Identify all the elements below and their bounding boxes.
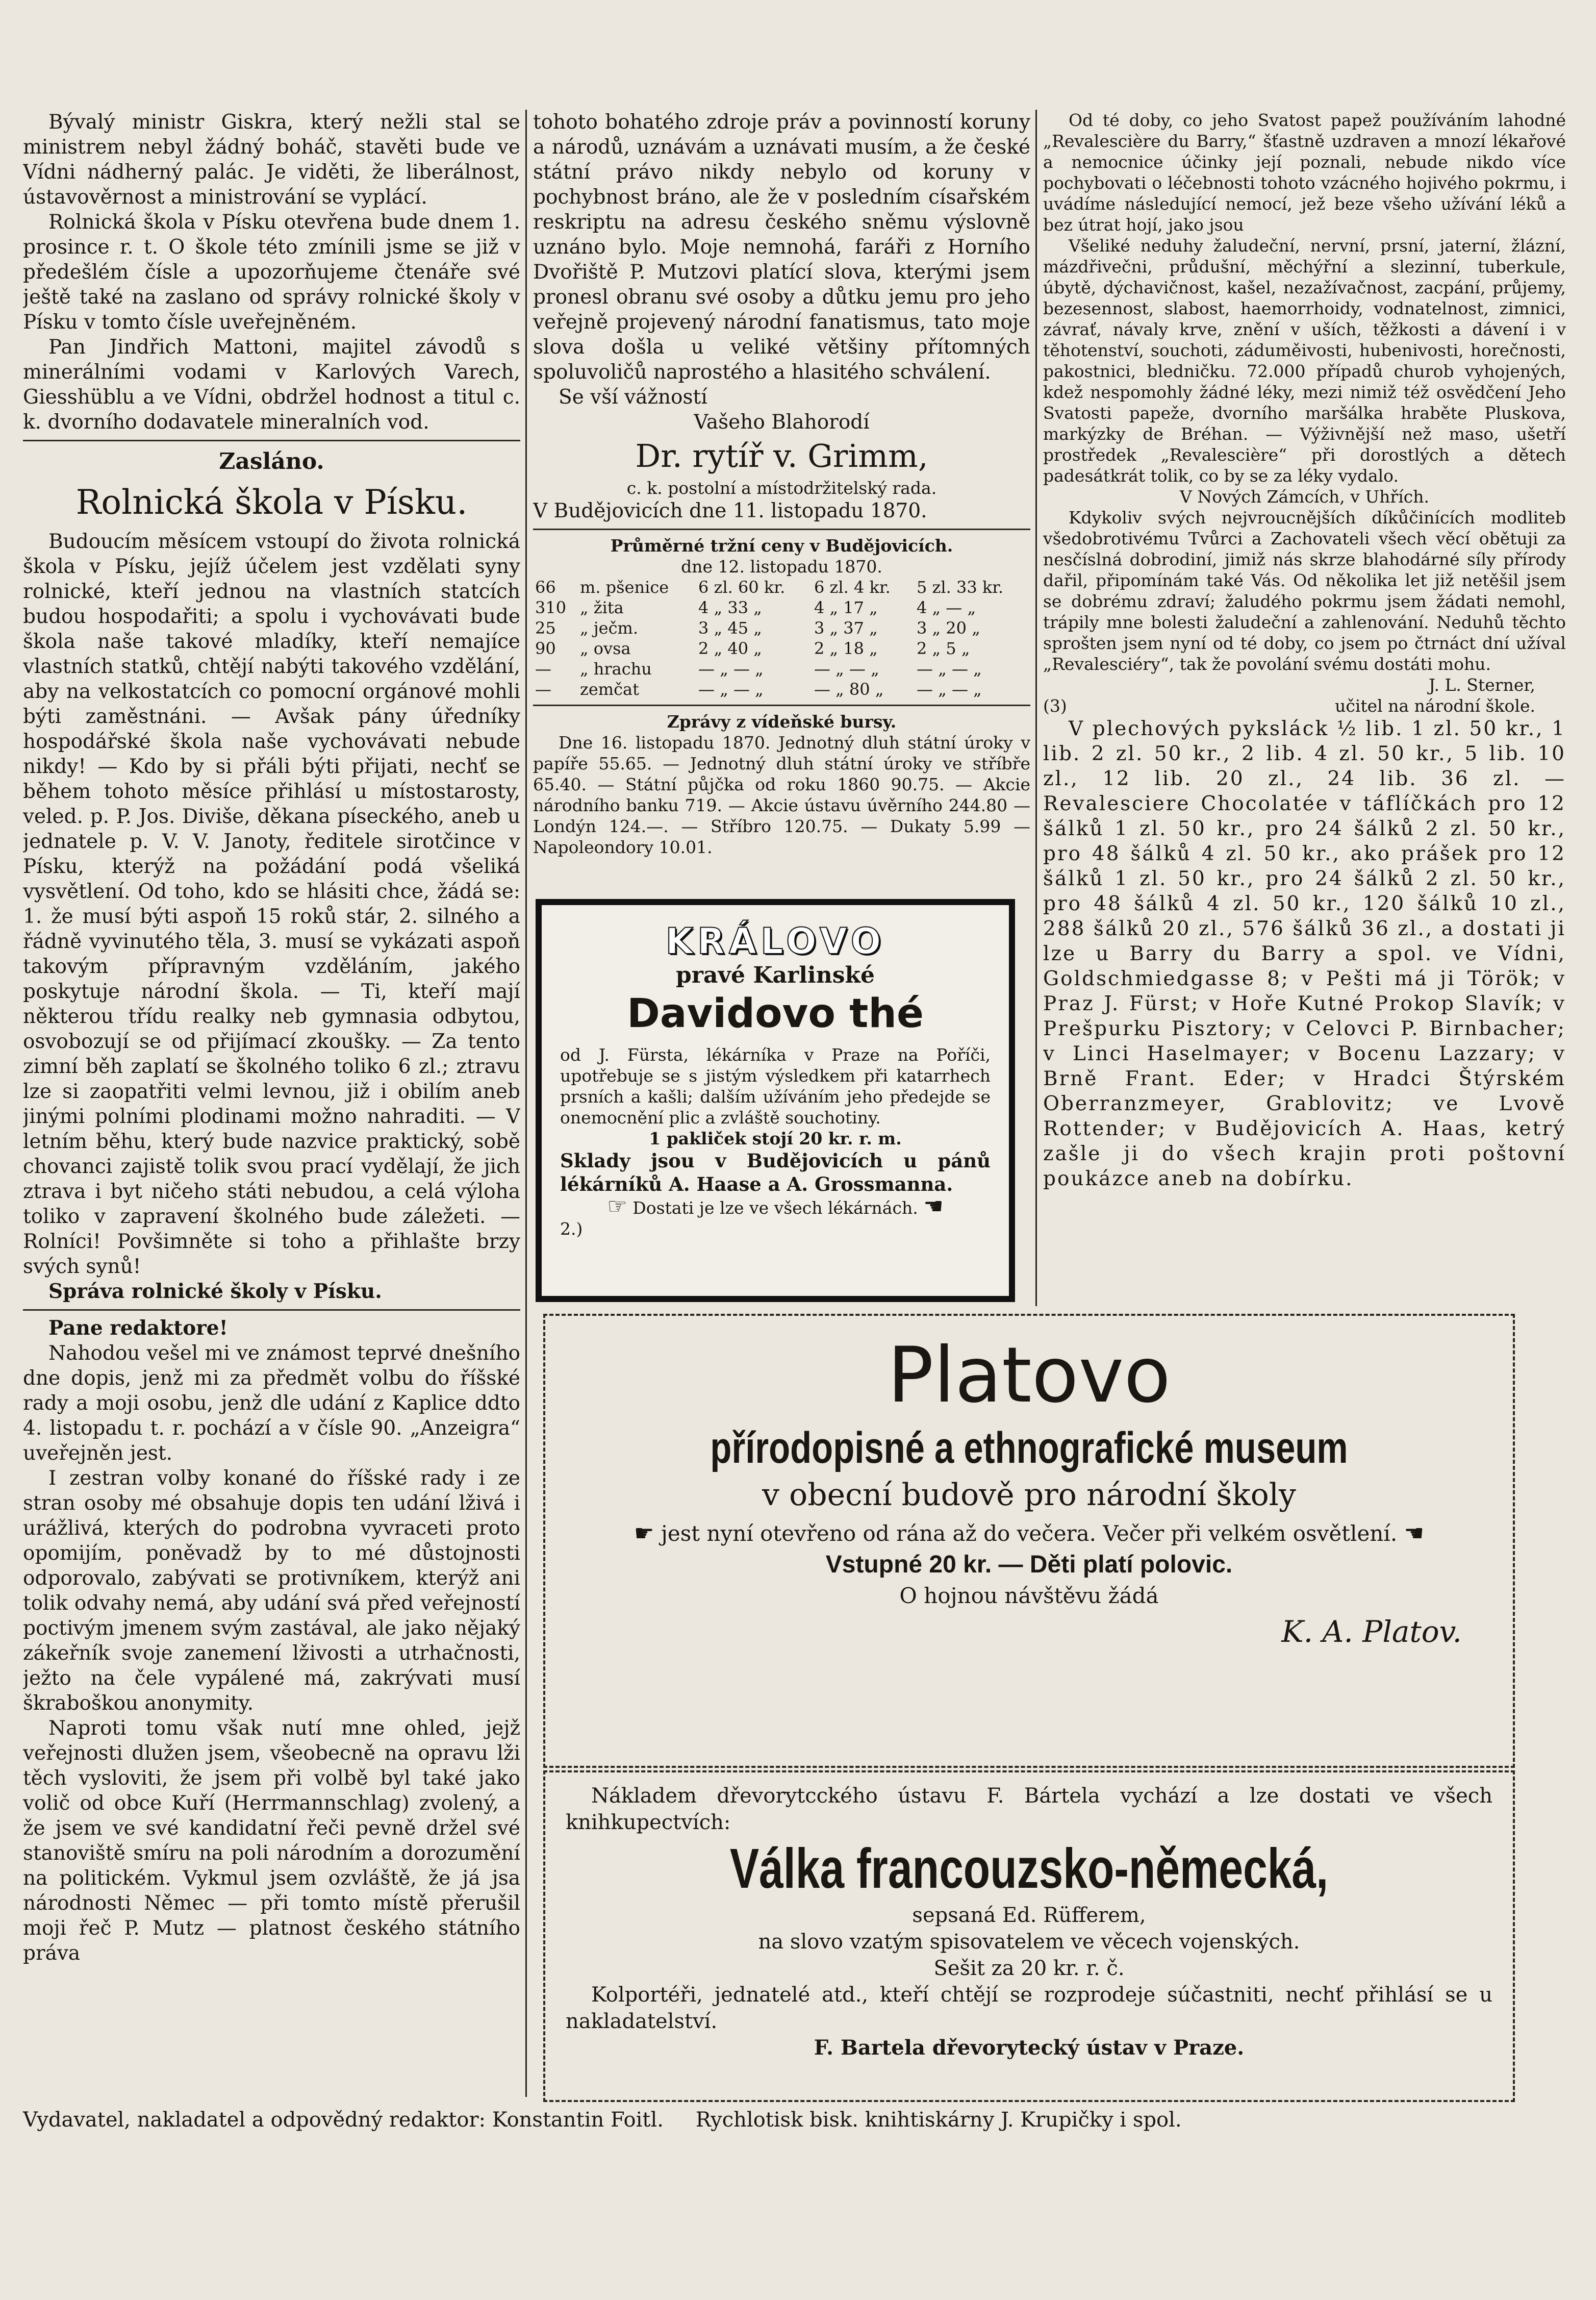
column-rule-right xyxy=(1035,110,1037,1306)
redaktor-paragraph: I zestran volby konané do říšské rady i ze stran osoby mé obsahuje dopis ten udání lživá i urážlivá, kterých do podrobna vyvraceti proto opomijím, poněvadž by to mé důstojnosti odporovalo, zabývati se protivníkem, kterýž ani tolik odvahy nemá, aby udání svá před veřejností poctivým jmenem svým zastával, ale jako nějaký zákeřník svoje zanemení lživosti a utrhačnosti, ježto na čele vypálené má, zakrývati musí škraboškou anonymity. xyxy=(23,1467,520,1715)
testimonial-title: učitel na národní škole. xyxy=(1335,696,1535,716)
price-cell: 4 „ 33 „ xyxy=(698,598,762,617)
price-cell: 5 zl. 33 kr. xyxy=(917,578,1004,597)
price-cell: „ ovsa xyxy=(579,639,631,658)
market-prices-date: dne 12. listopadu 1870. xyxy=(681,557,882,577)
valka-price: Sešit za 20 kr. r. č. xyxy=(933,1957,1125,1980)
platov-signature: K. A. Platov. xyxy=(1281,1614,1462,1649)
price-cell: „ ječm. xyxy=(579,618,639,638)
price-row xyxy=(533,659,1030,679)
market-prices-heading: Průměrné tržní ceny v Budějovicích. xyxy=(610,536,953,556)
price-row xyxy=(533,679,1030,699)
sprava-signature: Správa rolnické školy v Písku. xyxy=(48,1280,382,1303)
price-cell: „ žita xyxy=(579,598,624,617)
price-row xyxy=(533,618,1030,638)
mattoni-note: Pan Jindřich Mattoni, majitel závodů s minerálními vodami v Karlových Varech, Giesshüblu a ve Vídni, obdržel hodnost a titul c. k. dvorního dodavatele mineralních vod. xyxy=(23,336,520,434)
price-cell: — „ — „ xyxy=(917,659,982,679)
price-cell: 66 xyxy=(535,578,556,597)
grimm-place-date: V Budějovicích dne 11. listopadu 1870. xyxy=(533,499,927,522)
revalesciere-ailments: Všeliké neduhy žaludeční, nervní, prsní, jaterní, žlázní, mázdřivečni, průdušní, měchýřní a slezinní, tuberkule, úbytě, dýchavičnost, kašel, nezažívačnost, zacpání, průjemy, bezesennost, slabost, haemorrhoidy, vodnatelnost, zimnici, závrať, návaly krve, znění v uších, těžkosti a dávení i v těhotenství, souchoti, záduměivosti, hubenivosti, horečnosti, pakostnici, bledničku. 72.000 případů churob vyhojených, kdež nespomohly žádné léky, mezi nimiž též osvědčení Jeho Svatosti papeže, dvorního maršálka hraběte Pluskova, markýzky de Bréhan. — Výživnější než maso, ušetří prostředek „Revalescière“ při dorostlých a dětech padesátkrát tolik, co by se za léky vydalo. xyxy=(1043,236,1566,486)
divider xyxy=(533,529,1030,530)
redaktor-heading: Pane redaktore! xyxy=(48,1316,228,1340)
kralovo-sklady: Sklady jsou v Budějovicích u pánů lékárníků A. Haase a A. Grossmanna. xyxy=(560,1149,991,1195)
valka-author: sepsaná Ed. Rüfferem, xyxy=(912,1904,1146,1927)
price-cell: „ hrachu xyxy=(579,659,652,679)
valka-title: Válka francouzsko-německá, xyxy=(729,1837,1329,1900)
price-cell: 4 „ 17 „ xyxy=(814,598,878,617)
pointing-hand-icon: ☞ xyxy=(607,1193,627,1219)
price-cell: 3 „ 45 „ xyxy=(698,618,762,638)
editor-line: Vydavatel, nakladatel a odpovědný redaktor: Konstantin Foitl. xyxy=(23,2108,664,2132)
printer-line: Rychlotisk bisk. knihtiskárny J. Krupičky i spol. xyxy=(695,2108,1182,2132)
platov-location: v obecní budově pro národní školy xyxy=(762,1477,1296,1513)
price-cell: 3 „ 37 „ xyxy=(814,618,878,638)
price-row xyxy=(533,577,1030,597)
kralovo-title: KRÁLOVO xyxy=(665,920,885,962)
price-row xyxy=(533,638,1030,659)
price-cell: 310 xyxy=(535,598,567,617)
price-cell: m. pšenice xyxy=(579,578,669,597)
giskra-note: Bývalý ministr Giskra, který nežli stal se ministrem nebyl žádný boháč, stavěti bude ve Vídni nádherný palác. Je viděti, že liberálnost, ústavověrnost a ministrování se vyplácí. xyxy=(23,111,520,209)
pointing-hand-icon: ☚ xyxy=(923,1193,944,1219)
pointing-hand-icon: ☛ xyxy=(634,1520,654,1546)
valka-advertisement xyxy=(543,1770,1515,2102)
platov-opening-hours: jest nyní otevřeno od rána až do večera. Večer při velkém osvětlení. xyxy=(661,1521,1398,1546)
divider xyxy=(533,705,1030,706)
platov-title: Platovo xyxy=(887,1331,1171,1420)
kralovo-number: 2.) xyxy=(560,1219,583,1239)
price-cell: 4 „ — „ xyxy=(917,598,976,617)
price-cell: — „ 80 „ xyxy=(814,680,884,699)
right-column xyxy=(1043,110,1566,1306)
price-cell: 6 zl. 60 kr. xyxy=(698,578,786,597)
ad-number: (3) xyxy=(1043,696,1067,716)
divider xyxy=(23,440,520,441)
grimm-closing: Se vší vážností xyxy=(559,386,707,409)
testimonial-signature: J. L. Sterner, xyxy=(1428,675,1535,695)
price-cell: — „ — „ xyxy=(814,659,879,679)
kralovo-body: od J. Fürsta, lékárníka v Praze na Poříči, upotřebuje se s jistým výsledkem při katarrhech prsních a kašli; dalším užíváním jeho předejde se onemocnění plic a zvláště souchotiny. xyxy=(560,1045,991,1128)
price-cell: — „ — „ xyxy=(917,680,982,699)
imprint-footer xyxy=(23,2107,1533,2133)
rolnicka-skola-body: Budoucím měsícem vstoupí do života rolnická škola v Písku, jejíž účelem jest vzdělati syny rolnické, kteří jednou na vlastních statcích budou hospodařiti; a spolu i vychovávati bude škola naše takové mladíky, kteří nemajíce vlastních statků, chtějí nabýti takového vzdělání, aby na velkostatcích co pomocní orgánové mohli býti zaměstnáni. — Avšak pány úředníky hospodářské škola naše vychovávati nebude nikdy! — Kdo by si přáli býti přijati, nechť se během tohoto měsíce přihlásí u místostarosty, veled. p. P. Jos. Diviše, děkana píseckého, aneb u jednatele p. V. V. Janoty, ředitele sirotčince v Písku, kterýž na požádání podá všeliká vysvětlení. Od toho, kdo se hlásiti chce, žádá se: 1. že musí býti aspoň 15 roků stár, 2. silného a řádně vyvinutého těla, 3. musí se vykázati aspoň takovým přípravným vzděláním, jakého poskytuje národní škola. — Ti, kteří mají některou třídu realky neb gymnasia odbytou, osvobozují se od přijímací zkoušky. — Za tento zimní běh zaplatí se školného toliko 6 zl.; ztravu lze si zaopatřiti velmi levnou, již i obilím aneb jinými polními plodinami možno nahraditi. — V letním běhu, který bude nazvice praktický, sobě chovanci zajistě tolik svou prací vydělají, že jich ztrava i byt ničeho státi nebudou, a celá výloha toliko v zapravení školného bude záležeti. — Rolníci! Povšimněte si toho a přihlašte brzy svých synů! xyxy=(23,530,520,1278)
kralovo-price: 1 pakliček stojí 20 kr. r. m. xyxy=(649,1129,902,1148)
zaslano-heading: Zasláno. xyxy=(219,448,324,474)
revalesciere-intro: Od té doby, co jeho Svatost papež používáním lahodné „Revalescière du Barry,“ šťastně uzdraven a mnozí lékařové a nemocnice účinky její poznali, nebude nikdo více pochybovati o léčebnosti tohoto vzácného hojivého pokrmu, i uvádíme následující nemocí, jež beze všeho užívání léků a bez útrat hojí, jako jsou xyxy=(1043,110,1566,235)
left-column xyxy=(23,110,520,2097)
kralovo-advertisement xyxy=(536,899,1015,1302)
valka-offer: Kolportéři, jednatelé atd., kteří chtějí se rozprodeje súčastniti, nechť přihlásí se u nakladatelství. xyxy=(566,1983,1492,2033)
school-opening-note: Rolnická škola v Písku otevřena bude dnem 1. prosince r. t. O škole této zmínili jsme se již v předešlém čísle a upozorňujeme čtenáře své ještě také na zaslano od správy rolnické školy v Písku v tomto čísle uveřejněném. xyxy=(23,211,520,334)
platov-advertisement xyxy=(543,1314,1515,1768)
valka-intro: Nákladem dřevorytcckého ústavu F. Bártela vychází a lze dostati ve všech knihkupectvích: xyxy=(566,1784,1492,1834)
grimm-signature: Dr. rytíř v. Grimm, xyxy=(635,437,928,474)
pointing-hand-icon: ☚ xyxy=(1404,1520,1424,1546)
redaktor-paragraph: Naproti tomu však nutí mne ohled, jejž veřejnosti dlužen jsem, všeobecně na opravu lži těch vysloviti, že jsem při volbě byl také jako volič od obce Kuří (Herrmannschlag) zvolený, a že jsem ve své kandidatní řeči pevně držel své stanoviště smíru na poli národním a dorozumění na politickém. Vykmul jsem ozvláště, že já jsa národnosti Němec — při tomto místě přerušil moji řeč P. Mutz — platnost českého státního práva xyxy=(23,1717,520,1965)
price-cell: 25 xyxy=(535,618,556,638)
price-cell: — xyxy=(535,659,551,679)
price-cell: — „ — „ xyxy=(698,680,764,699)
revalesciere-testimonial: Kdykoliv svých nejvroucnějších díkůčinících modliteb všedobrotivému Tvůrci a Zachovateli všech věcí obětuji za nesčíslná dobrodiní, jimiž nás skrze blahodárné síly přírody dařil, připomínám také Vás. Od několika let již netěšil jsem se dobrému zdraví; žaludého pokrmu jsem žádati nemohl, trápily mne bolesti žaludeční a zahlenování. Neduhů těchto sprošten jsem nyní od té doby, co jsem po čtrnáct dní užíval „Revalesciéry“, tak že povolání svému dostáti mohu. xyxy=(1043,508,1566,674)
price-cell: — „ — „ xyxy=(698,659,764,679)
market-prices-table xyxy=(533,577,1030,699)
redaktor-paragraph: Nahodou vešel mi ve známost teprvé dnešního dne dopis, jenž mi za předmět volbu do říšské rady a moji osobu, jenž dle udání z Kaplice ddto 4. listopadu t. r. pochází a v čísle 90. „Anzeigra“ uveřejněn jest. xyxy=(23,1342,520,1465)
price-cell: 3 „ 20 „ xyxy=(917,618,980,638)
column-rule-left xyxy=(525,110,527,2097)
price-cell: 2 „ 40 „ xyxy=(698,639,762,658)
grimm-letter-body: tohoto bohatého zdroje práv a povinností koruny a národů, uznávám a uznávati musím, a že české státní právo nikdy nebylo od koruny v pochybnost bráno, ale že v posledním císařském reskriptu na adresu českého sněmu výslovně uznáno bylo. Moje nemnohá, faráři z Horního Dvořiště P. Mutzovi platící slova, kterými jsem pronesl obranu své osoby a důtku jemu pro jeho veřejně projevený národní fanatismus, tato moje slova došla u veliké většiny přítomných spoluvoličů naprostého a hlasitého schválení. xyxy=(533,111,1030,384)
platov-subtitle: přírodopisné a ethnografické museum xyxy=(710,1423,1348,1472)
kralovo-product: Davidovo thé xyxy=(627,991,924,1037)
price-cell: 2 „ 18 „ xyxy=(814,639,878,658)
divider xyxy=(23,1309,520,1311)
valka-publisher: F. Bartela dřevorytecký ústav v Praze. xyxy=(814,2036,1245,2060)
bursa-body: Dne 16. listopadu 1870. Jednotný dluh státní úroky v papíře 55.65. — Jednotný dluh státní úroky ve stříbře 65.40. — Státní půjčka od roku 1860 90.75. — Akcie národního banku 719. — Akcie ústavu úvěrního 244.80 — Londýn 124.—. — Stříbro 120.75. — Dukaty 5.99 — Napoleondory 10.01. xyxy=(533,733,1030,857)
kralovo-note: Dostati je lze ve všech lékárnách. xyxy=(632,1198,918,1218)
price-cell: zemčat xyxy=(579,680,639,699)
platov-request: O hojnou návštěvu žádá xyxy=(899,1583,1159,1608)
platov-price: Vstupné 20 kr. — Děti platí polovic. xyxy=(825,1551,1233,1578)
price-cell: 2 „ 5 „ xyxy=(917,639,970,658)
price-row xyxy=(533,597,1030,618)
revalesciere-place: V Nových Zámcích, v Uhřích. xyxy=(1180,487,1429,507)
grimm-salutation: Vašeho Blahorodí xyxy=(694,411,870,434)
price-cell: 6 zl. 4 kr. xyxy=(814,578,891,597)
price-cell: 90 xyxy=(535,639,556,658)
rolnicka-skola-heading: Rolnická škola v Písku. xyxy=(75,483,468,522)
price-cell: — xyxy=(535,680,551,699)
valka-description: na slovo vzatým spisovatelem ve věcech vojenských. xyxy=(758,1930,1300,1954)
bursa-heading: Zprávy z vídeňské bursy. xyxy=(667,712,897,732)
revalesciere-prices: V plechových pyksláck ½ lib. 1 zl. 50 kr., 1 lib. 2 zl. 50 kr., 2 lib. 4 zl. 50 kr., 5 lib. 10 zl., 12 lib. 20 zl., 24 lib. 36 zl. — Revalesciere Chocolatée v táflíčkách pro 12 šálků 1 zl. 50 kr., pro 24 šálků 2 zl. 50 kr., pro 48 šálků 4 zl. 50 kr., ako prášek pro 12 šálků 1 zl. 50 kr., pro 24 šálků 2 zl. 50 kr., pro 48 šálků 4 zl. 50 kr., 120 šálků 10 zl., 288 šálků 20 zl., 576 šálků 36 zl., a dostati ji lze u Barry du Barry a spol. ve Vídni, Goldschmiedgasse 8; v Pešti má ji Török; v Praz J. Fürst; v Hoře Kutné Prokop Slavík; v Prešpurku Pisztory; v Celovci P. Birnbacher; v Linci Haselmayer; v Bocenu Lazzary; v Brně Frant. Eder; v Hradci Štýrském Oberranzmeyer, Grablovitz; ve Lvově Rottender; v Budějovicích A. Haas, ketrý zašle ji do všech krajin proti poštovní poukázce aneb na dobírku. xyxy=(1043,717,1566,1190)
kralovo-subtitle: pravé Karlinské xyxy=(676,962,875,988)
grimm-title: c. k. postolní a místodržitelský rada. xyxy=(626,478,937,498)
